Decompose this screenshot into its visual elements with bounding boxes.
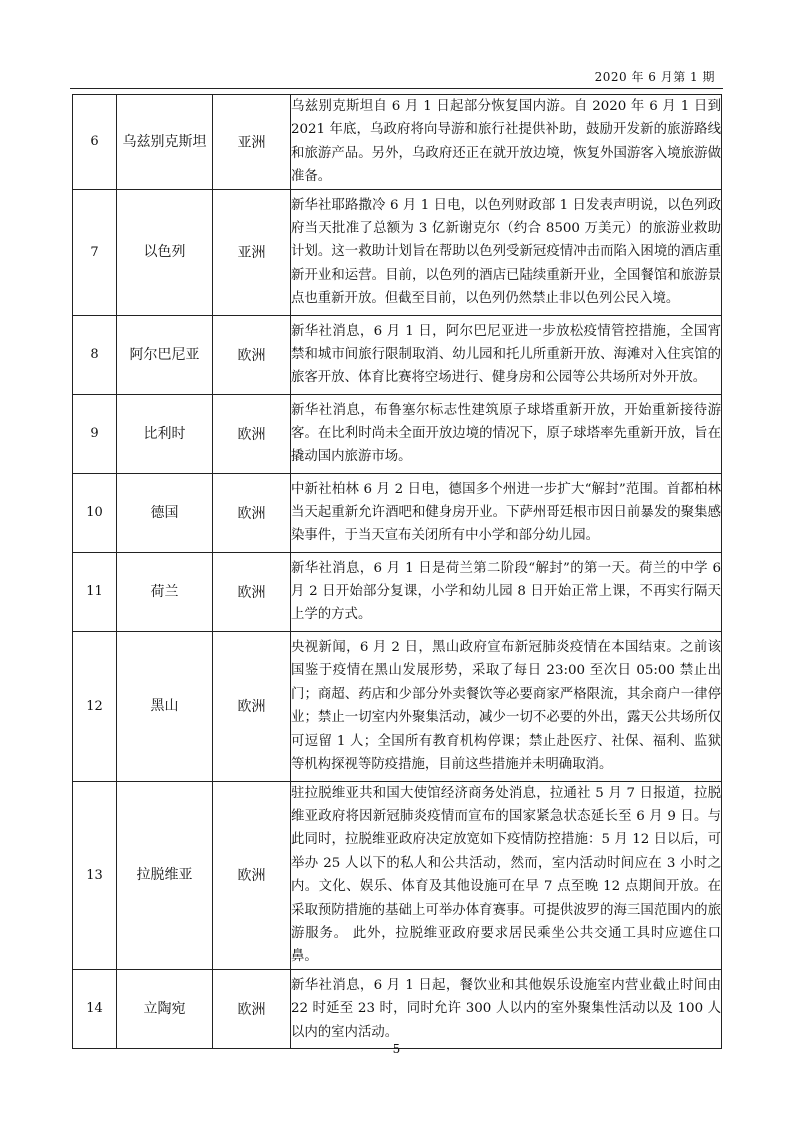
measure-description: 央视新闻，6 月 2 日，黑山政府宣布新冠肺炎疫情在本国结束。之前该国鉴于疫情在黑山发展形势，采取了每日 23:00 至次日 05:00 禁止出门；商超、药店和少部分外卖餐饮等必要商家严格限流，其余商户一律停业；禁止一切室内外聚集活动，减少一切不必要的外出，露天公共场所仅可逗留 1 人；全国所有教育机构停课；禁止赴医疗、社保、福利、监狱等机构探视等防疫措施，目前这些措施并未明确取消。 (291, 631, 722, 781)
table-row (73, 95, 722, 190)
row-number: 14 (73, 969, 117, 1048)
table-row (73, 189, 722, 315)
measure-description: 新华社消息，6 月 1 日，阿尔巴尼亚进一步放松疫情管控措施，全国宵禁和城市间旅行限制取消、幼儿园和托儿所重新开放、海滩对入住宾馆的旅客开放、体育比赛将空场进行、健身房和公园等公共场所对外开放。 (291, 315, 722, 394)
region: 欧洲 (213, 473, 291, 552)
table-row (73, 631, 722, 781)
measure-description: 新华社耶路撒冷 6 月 1 日电，以色列财政部 1 日发表声明说，以色列政府当天批准了总额为 3 亿新谢克尔（约合 8500 万美元）的旅游业救助计划。这一救助计划旨在帮助以色列受新冠疫情冲击而陷入困境的酒店重新开业和运营。目前，以色列的酒店已陆续重新开业，全国餐馆和旅游景点也重新开放。但截至目前，以色列仍然禁止非以色列公民入境。 (291, 189, 722, 315)
region: 欧洲 (213, 315, 291, 394)
region: 欧洲 (213, 781, 291, 969)
page-number: 5 (392, 1042, 401, 1056)
measure-description: 新华社消息，6 月 1 日是荷兰第二阶段“解封”的第一天。荷兰的中学 6 月 2 日开始部分复课，小学和幼儿园 8 日开始正常上课，不再实行隔天上学的方式。 (291, 552, 722, 631)
region: 欧洲 (213, 394, 291, 473)
country-name: 立陶宛 (117, 969, 213, 1048)
country-name: 拉脱维亚 (117, 781, 213, 969)
row-number: 7 (73, 189, 117, 315)
country-measures-table (72, 94, 722, 1049)
measure-description: 新华社消息，布鲁塞尔标志性建筑原子球塔重新开放，开始重新接待游客。在比利时尚未全面开放边境的情况下，原子球塔率先重新开放，旨在撬动国内旅游市场。 (291, 394, 722, 473)
region: 欧洲 (213, 631, 291, 781)
header-rule (70, 88, 723, 89)
country-name: 德国 (117, 473, 213, 552)
country-name: 比利时 (117, 394, 213, 473)
row-number: 10 (73, 473, 117, 552)
country-name: 以色列 (117, 189, 213, 315)
country-name: 阿尔巴尼亚 (117, 315, 213, 394)
table-row (73, 394, 722, 473)
country-name: 荷兰 (117, 552, 213, 631)
measure-description: 中新社柏林 6 月 2 日电，德国多个州进一步扩大“解封”范围。首都柏林当天起重新允许酒吧和健身房开业。下萨州哥廷根市因日前暴发的聚集感染事件，于当天宣布关闭所有中小学和部分幼儿园。 (291, 473, 722, 552)
country-name: 黑山 (117, 631, 213, 781)
region: 欧洲 (213, 969, 291, 1048)
row-number: 9 (73, 394, 117, 473)
region: 亚洲 (213, 95, 291, 190)
measure-description: 新华社消息，6 月 1 日起，餐饮业和其他娱乐设施室内营业截止时间由 22 时延至 23 时，同时允许 300 人以内的室外聚集性活动以及 100 人以内的室内活动。 (291, 969, 722, 1048)
table-row (73, 969, 722, 1048)
row-number: 12 (73, 631, 117, 781)
row-number: 8 (73, 315, 117, 394)
row-number: 13 (73, 781, 117, 969)
row-number: 11 (73, 552, 117, 631)
table-row (73, 473, 722, 552)
country-name: 乌兹别克斯坦 (117, 95, 213, 190)
table-row (73, 315, 722, 394)
row-number: 6 (73, 95, 117, 190)
region: 亚洲 (213, 189, 291, 315)
table-row (73, 781, 722, 969)
measure-description: 驻拉脱维亚共和国大使馆经济商务处消息，拉通社 5 月 7 日报道，拉脱维亚政府将因新冠肺炎疫情而宣布的国家紧急状态延长至 6 月 9 日。与此同时，拉脱维亚政府决定放宽如下疫情防控措施：5 月 12 日以后，可举办 25 人以下的私人和公共活动，然而，室内活动时间应在 3 小时之内。文化、娱乐、体育及其他设施可在早 7 点至晚 12 点期间开放。在采取预防措施的基础上可举办体育赛事。可提供波罗的海三国范围内的旅游服务。 此外，拉脱维亚政府要求居民乘坐公共交通工具时应遮住口鼻。 (291, 781, 722, 969)
issue-label: 2020 年 6 月第 1 期 (594, 70, 715, 84)
measure-description: 乌兹别克斯坦自 6 月 1 日起部分恢复国内游。自 2020 年 6 月 1 日到 2021 年底，乌政府将向导游和旅行社提供补助，鼓励开发新的旅游路线和旅游产品。另外，乌政府还正在就开放边境，恢复外国游客入境旅游做准备。 (291, 95, 722, 190)
region: 欧洲 (213, 552, 291, 631)
table-row (73, 552, 722, 631)
